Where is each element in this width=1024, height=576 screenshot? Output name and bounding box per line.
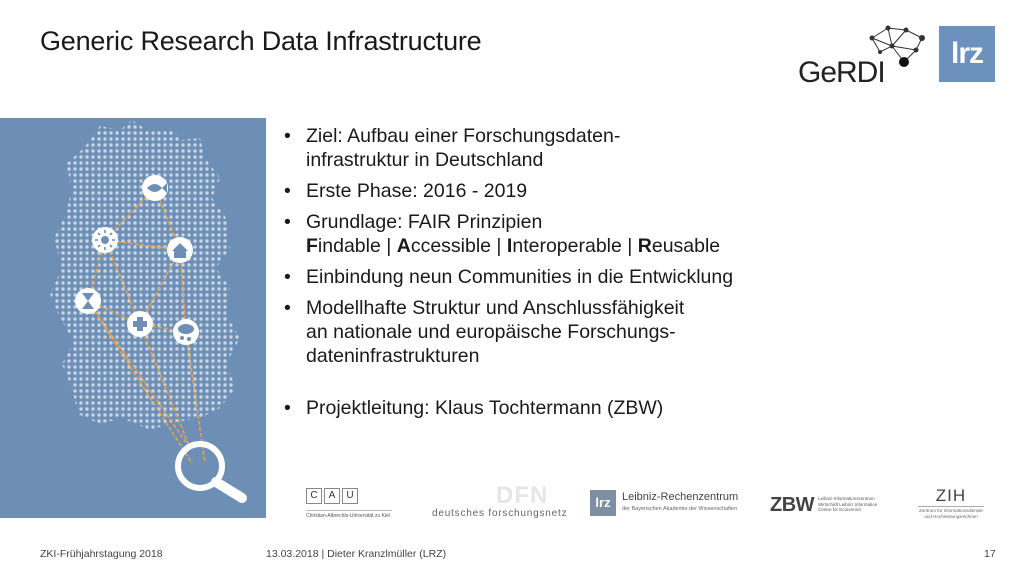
- slide-title: Generic Research Data Infrastructure: [40, 26, 482, 56]
- bullet-communities: • Einbindung neun Communities in die Entwicklung: [282, 265, 842, 289]
- bullet-goal: • Ziel: Aufbau einer Forschungsdaten- infrastruktur in Deutschland: [282, 124, 842, 172]
- page-number: 17: [984, 548, 996, 560]
- bullet-list: [282, 124, 842, 427]
- house-icon: [167, 237, 193, 263]
- zbw-logo: ZBW Leibniz-Informationszentrum Wirtschaft Leibniz Information Centre for Economics: [770, 494, 878, 516]
- magnifier-icon: [178, 444, 242, 498]
- footer-event: ZKI-Frühjahrstagung 2018: [40, 548, 163, 560]
- bullet-fair: • Grundlage: FAIR Prinzipien Findable | Accessible | Interoperable | Reusable: [282, 210, 842, 258]
- gerdi-logo: [796, 20, 931, 95]
- bullet-phase: • Erste Phase: 2016 - 2019: [282, 179, 842, 203]
- fair-principles-line: Findable | Accessible | Interoperable | Reusable: [306, 235, 721, 257]
- sun-icon: [92, 227, 118, 253]
- footer-date-author: 13.03.2018 | Dieter Kranzlmüller (LRZ): [266, 548, 447, 560]
- dfn-logo: DFN deutsches forschungsnetz: [432, 482, 568, 519]
- zih-logo: ZIH Zentrum für Informationsdienste und Hochleistungsrechnen: [919, 486, 983, 519]
- hourglass-icon: [75, 288, 101, 314]
- gerdi-wordmark: GeRDI: [798, 56, 885, 89]
- bullet-project-lead: • Projektleitung: Klaus Tochtermann (ZBW): [282, 396, 842, 420]
- plus-icon: [127, 311, 153, 337]
- germany-outline: [50, 120, 240, 430]
- cloud-icon: [173, 319, 199, 345]
- lrz-rechenzentrum-logo: lrz Leibniz-Rechenzentrum der Bayerischen Akademie der Wissenschaften: [590, 490, 740, 522]
- fish-icon: [142, 175, 168, 201]
- partner-logos: [300, 484, 1000, 528]
- germany-map-illustration: [0, 118, 266, 518]
- germany-map-panel: [0, 118, 266, 518]
- cau-logo: C A U Christian-Albrechts-Universität zu Kiel: [306, 488, 392, 524]
- bullet-structure: • Modellhafte Struktur und Anschlussfähigkeit an nationale und europäische Forschungs- dateninfrastrukturen: [282, 296, 842, 368]
- lrz-logo: lrz: [939, 26, 995, 82]
